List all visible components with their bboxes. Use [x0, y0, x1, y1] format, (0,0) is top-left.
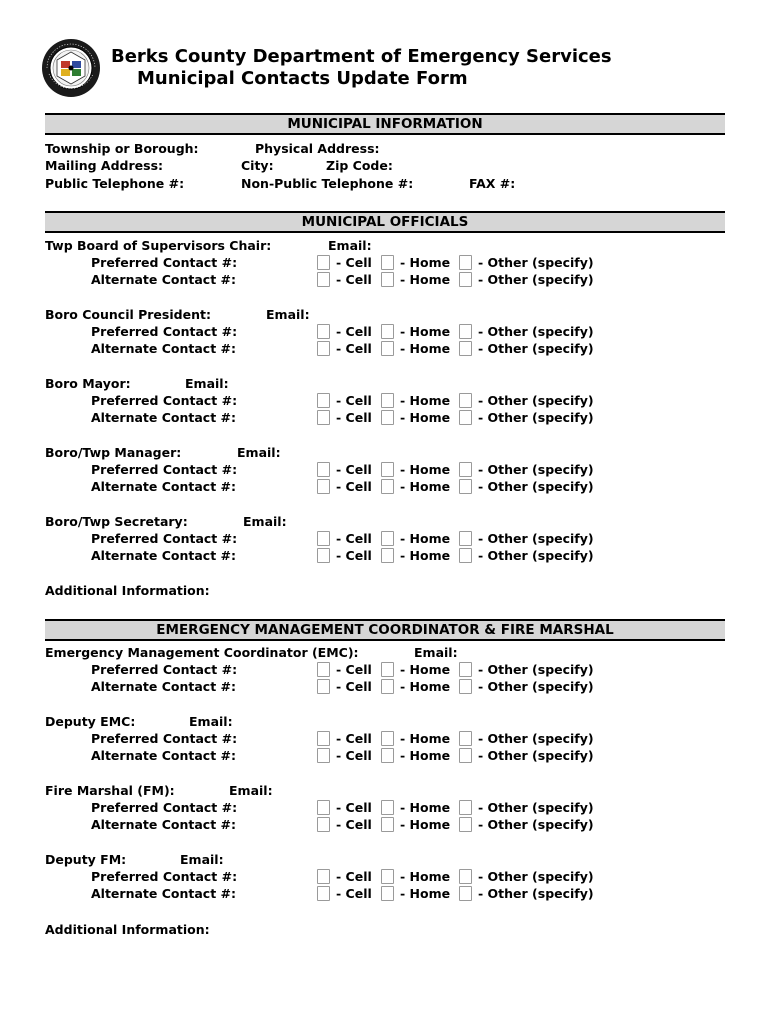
alternate-contact-home-checkbox[interactable]: [381, 479, 394, 494]
alternate-contact-label: Alternate Contact #:: [91, 410, 236, 425]
role-title: Boro Council President:: [45, 307, 211, 322]
home-option-label: - Home: [400, 731, 451, 746]
public-telephone-label: Public Telephone #:: [45, 176, 185, 191]
alternate-contact-home-checkbox[interactable]: [381, 548, 394, 563]
alternate-contact-other-checkbox[interactable]: [459, 272, 472, 287]
cell-option-label: - Cell: [336, 886, 372, 901]
preferred-contact-label: Preferred Contact #:: [91, 324, 238, 339]
preferred-contact-label: Preferred Contact #:: [91, 255, 238, 270]
email-label: Email:: [185, 376, 229, 391]
home-option-label: - Home: [400, 393, 451, 408]
home-option-label: - Home: [400, 255, 451, 270]
other-option-label: - Other (specify): [478, 393, 594, 408]
cell-option-label: - Cell: [336, 800, 372, 815]
role-title: Twp Board of Supervisors Chair:: [45, 238, 272, 253]
preferred-contact-cell-checkbox[interactable]: [317, 731, 330, 746]
home-option-label: - Home: [400, 548, 451, 563]
preferred-contact-home-checkbox[interactable]: [381, 869, 394, 884]
home-option-label: - Home: [400, 662, 451, 677]
email-label: Email:: [328, 238, 372, 253]
home-option-label: - Home: [400, 531, 451, 546]
email-label: Email:: [189, 714, 233, 729]
home-option-label: - Home: [400, 800, 451, 815]
cell-option-label: - Cell: [336, 255, 372, 270]
preferred-contact-cell-checkbox[interactable]: [317, 531, 330, 546]
other-option-label: - Other (specify): [478, 869, 594, 884]
alternate-contact-other-checkbox[interactable]: [459, 886, 472, 901]
form-title-agency: Berks County Department of Emergency Services: [111, 46, 612, 67]
other-option-label: - Other (specify): [478, 886, 594, 901]
home-option-label: - Home: [400, 410, 451, 425]
township-label: Township or Borough:: [45, 141, 199, 156]
alternate-contact-other-checkbox[interactable]: [459, 410, 472, 425]
preferred-contact-other-checkbox[interactable]: [459, 324, 472, 339]
home-option-label: - Home: [400, 272, 451, 287]
cell-option-label: - Cell: [336, 393, 372, 408]
cell-option-label: - Cell: [336, 662, 372, 677]
cell-option-label: - Cell: [336, 531, 372, 546]
other-option-label: - Other (specify): [478, 462, 594, 477]
section-heading-municipal-information: MUNICIPAL INFORMATION: [45, 113, 725, 135]
preferred-contact-cell-checkbox[interactable]: [317, 869, 330, 884]
cell-option-label: - Cell: [336, 324, 372, 339]
role-title: Boro/Twp Manager:: [45, 445, 182, 460]
email-label: Email:: [414, 645, 458, 660]
officials-additional-information-label: Additional Information:: [45, 583, 210, 598]
preferred-contact-label: Preferred Contact #:: [91, 731, 238, 746]
other-option-label: - Other (specify): [478, 817, 594, 832]
role-title: Boro Mayor:: [45, 376, 131, 391]
home-option-label: - Home: [400, 479, 451, 494]
alternate-contact-cell-checkbox[interactable]: [317, 410, 330, 425]
other-option-label: - Other (specify): [478, 548, 594, 563]
preferred-contact-label: Preferred Contact #:: [91, 393, 238, 408]
alternate-contact-label: Alternate Contact #:: [91, 479, 236, 494]
preferred-contact-label: Preferred Contact #:: [91, 462, 238, 477]
alternate-contact-cell-checkbox[interactable]: [317, 479, 330, 494]
home-option-label: - Home: [400, 748, 451, 763]
alternate-contact-home-checkbox[interactable]: [381, 410, 394, 425]
fax-label: FAX #:: [469, 176, 516, 191]
cell-option-label: - Cell: [336, 548, 372, 563]
preferred-contact-other-checkbox[interactable]: [459, 393, 472, 408]
alternate-contact-other-checkbox[interactable]: [459, 341, 472, 356]
email-label: Email:: [229, 783, 273, 798]
alternate-contact-cell-checkbox[interactable]: [317, 886, 330, 901]
preferred-contact-cell-checkbox[interactable]: [317, 662, 330, 677]
alternate-contact-other-checkbox[interactable]: [459, 479, 472, 494]
preferred-contact-home-checkbox[interactable]: [381, 800, 394, 815]
alternate-contact-cell-checkbox[interactable]: [317, 341, 330, 356]
preferred-contact-label: Preferred Contact #:: [91, 800, 238, 815]
alternate-contact-home-checkbox[interactable]: [381, 679, 394, 694]
cell-option-label: - Cell: [336, 341, 372, 356]
cell-option-label: - Cell: [336, 272, 372, 287]
email-label: Email:: [180, 852, 224, 867]
alternate-contact-cell-checkbox[interactable]: [317, 272, 330, 287]
alternate-contact-cell-checkbox[interactable]: [317, 679, 330, 694]
preferred-contact-other-checkbox[interactable]: [459, 662, 472, 677]
email-label: Email:: [243, 514, 287, 529]
preferred-contact-other-checkbox[interactable]: [459, 462, 472, 477]
alternate-contact-home-checkbox[interactable]: [381, 817, 394, 832]
other-option-label: - Other (specify): [478, 748, 594, 763]
other-option-label: - Other (specify): [478, 679, 594, 694]
alternate-contact-label: Alternate Contact #:: [91, 886, 236, 901]
role-title: Boro/Twp Secretary:: [45, 514, 188, 529]
alternate-contact-cell-checkbox[interactable]: [317, 548, 330, 563]
alternate-contact-home-checkbox[interactable]: [381, 748, 394, 763]
preferred-contact-cell-checkbox[interactable]: [317, 462, 330, 477]
alternate-contact-home-checkbox[interactable]: [381, 886, 394, 901]
home-option-label: - Home: [400, 817, 451, 832]
email-label: Email:: [237, 445, 281, 460]
other-option-label: - Other (specify): [478, 324, 594, 339]
home-option-label: - Home: [400, 341, 451, 356]
other-option-label: - Other (specify): [478, 731, 594, 746]
alternate-contact-other-checkbox[interactable]: [459, 679, 472, 694]
home-option-label: - Home: [400, 324, 451, 339]
alternate-contact-other-checkbox[interactable]: [459, 548, 472, 563]
other-option-label: - Other (specify): [478, 255, 594, 270]
role-title: Deputy FM:: [45, 852, 127, 867]
preferred-contact-home-checkbox[interactable]: [381, 462, 394, 477]
cell-option-label: - Cell: [336, 869, 372, 884]
alternate-contact-other-checkbox[interactable]: [459, 817, 472, 832]
home-option-label: - Home: [400, 886, 451, 901]
alternate-contact-label: Alternate Contact #:: [91, 817, 236, 832]
alternate-contact-cell-checkbox[interactable]: [317, 748, 330, 763]
preferred-contact-cell-checkbox[interactable]: [317, 800, 330, 815]
preferred-contact-cell-checkbox[interactable]: [317, 324, 330, 339]
section-heading-municipal-officials: MUNICIPAL OFFICIALS: [45, 211, 725, 233]
other-option-label: - Other (specify): [478, 272, 594, 287]
zip-code-label: Zip Code:: [326, 158, 393, 173]
preferred-contact-label: Preferred Contact #:: [91, 869, 238, 884]
other-option-label: - Other (specify): [478, 410, 594, 425]
home-option-label: - Home: [400, 679, 451, 694]
role-title: Emergency Management Coordinator (EMC):: [45, 645, 359, 660]
city-label: City:: [241, 158, 274, 173]
preferred-contact-label: Preferred Contact #:: [91, 662, 238, 677]
alternate-contact-cell-checkbox[interactable]: [317, 817, 330, 832]
role-title: Deputy EMC:: [45, 714, 136, 729]
other-option-label: - Other (specify): [478, 800, 594, 815]
emc-additional-information-label: Additional Information:: [45, 922, 210, 937]
preferred-contact-label: Preferred Contact #:: [91, 531, 238, 546]
preferred-contact-home-checkbox[interactable]: [381, 393, 394, 408]
alternate-contact-home-checkbox[interactable]: [381, 272, 394, 287]
cell-option-label: - Cell: [336, 731, 372, 746]
other-option-label: - Other (specify): [478, 479, 594, 494]
physical-address-label: Physical Address:: [255, 141, 380, 156]
preferred-contact-other-checkbox[interactable]: [459, 731, 472, 746]
other-option-label: - Other (specify): [478, 341, 594, 356]
preferred-contact-home-checkbox[interactable]: [381, 255, 394, 270]
preferred-contact-home-checkbox[interactable]: [381, 662, 394, 677]
alternate-contact-label: Alternate Contact #:: [91, 272, 236, 287]
cell-option-label: - Cell: [336, 679, 372, 694]
mailing-address-label: Mailing Address:: [45, 158, 164, 173]
email-label: Email:: [266, 307, 310, 322]
preferred-contact-cell-checkbox[interactable]: [317, 255, 330, 270]
role-title: Fire Marshal (FM):: [45, 783, 175, 798]
preferred-contact-home-checkbox[interactable]: [381, 731, 394, 746]
cell-option-label: - Cell: [336, 748, 372, 763]
preferred-contact-other-checkbox[interactable]: [459, 869, 472, 884]
preferred-contact-home-checkbox[interactable]: [381, 324, 394, 339]
nonpublic-telephone-label: Non-Public Telephone #:: [241, 176, 414, 191]
other-option-label: - Other (specify): [478, 662, 594, 677]
county-seal: [41, 38, 101, 98]
alternate-contact-home-checkbox[interactable]: [381, 341, 394, 356]
alternate-contact-label: Alternate Contact #:: [91, 679, 236, 694]
cell-option-label: - Cell: [336, 817, 372, 832]
cell-option-label: - Cell: [336, 479, 372, 494]
preferred-contact-other-checkbox[interactable]: [459, 800, 472, 815]
preferred-contact-cell-checkbox[interactable]: [317, 393, 330, 408]
preferred-contact-other-checkbox[interactable]: [459, 255, 472, 270]
alternate-contact-label: Alternate Contact #:: [91, 341, 236, 356]
section-heading-emc-fire-marshal: EMERGENCY MANAGEMENT COORDINATOR & FIRE MARSHAL: [45, 619, 725, 641]
alternate-contact-other-checkbox[interactable]: [459, 748, 472, 763]
home-option-label: - Home: [400, 462, 451, 477]
other-option-label: - Other (specify): [478, 531, 594, 546]
alternate-contact-label: Alternate Contact #:: [91, 748, 236, 763]
cell-option-label: - Cell: [336, 410, 372, 425]
alternate-contact-label: Alternate Contact #:: [91, 548, 236, 563]
home-option-label: - Home: [400, 869, 451, 884]
cell-option-label: - Cell: [336, 462, 372, 477]
preferred-contact-home-checkbox[interactable]: [381, 531, 394, 546]
form-title-form: Municipal Contacts Update Form: [137, 68, 468, 89]
preferred-contact-other-checkbox[interactable]: [459, 531, 472, 546]
